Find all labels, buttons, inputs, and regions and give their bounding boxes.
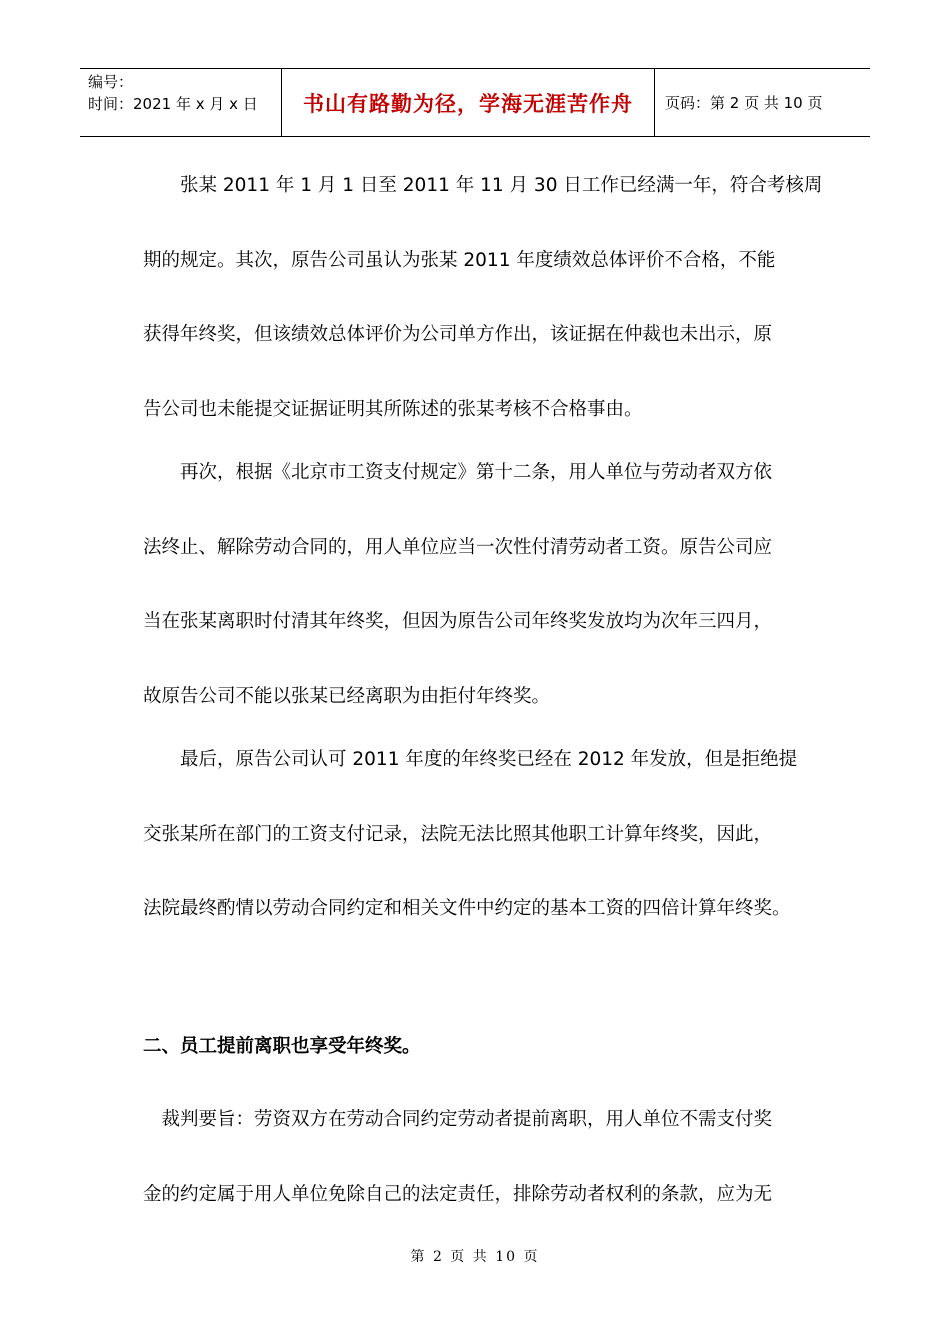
section-heading: 二、员工提前离职也享受年终奖。 bbox=[143, 1036, 421, 1057]
paragraph-line: 再次，根据《北京市工资支付规定》第十二条，用人单位与劳动者双方依 bbox=[143, 462, 773, 483]
paragraph-line: 裁判要旨：劳资双方在劳动合同约定劳动者提前离职，用人单位不需支付奖 bbox=[143, 1109, 773, 1130]
header-left-cell bbox=[80, 69, 282, 136]
motto: 书山有路勤为径，学海无涯苦作舟 bbox=[303, 90, 633, 116]
page-info: 页码：第 2 页 共 10 页 bbox=[665, 94, 823, 112]
paragraph-line: 期的规定。其次，原告公司虽认为张某 2011 年度绩效总体评价不合格，不能 bbox=[143, 250, 776, 271]
paragraph-line: 交张某所在部门的工资支付记录，法院无法比照其他职工计算年终奖，因此， bbox=[143, 824, 773, 845]
header-middle-cell bbox=[282, 69, 655, 136]
header-table bbox=[80, 68, 870, 137]
paragraph-line: 最后，原告公司认可 2011 年度的年终奖已经在 2012 年发放，但是拒绝提 bbox=[143, 749, 798, 770]
paragraph-line: 故原告公司不能以张某已经离职为由拒付年终奖。 bbox=[143, 686, 551, 707]
paragraph-line: 告公司也未能提交证据证明其所陈述的张某考核不合格事由。 bbox=[143, 399, 643, 420]
paragraph-line: 法终止、解除劳动合同的，用人单位应当一次性付清劳动者工资。原告公司应 bbox=[143, 537, 773, 558]
time-label: 时间：2021 年 x 月 x 日 bbox=[88, 95, 258, 113]
page-footer: 第 2 页 共 10 页 bbox=[410, 1249, 540, 1265]
paragraph-line: 法院最终酌情以劳动合同约定和相关文件中约定的基本工资的四倍计算年终奖。 bbox=[143, 898, 791, 919]
paragraph-line: 获得年终奖，但该绩效总体评价为公司单方作出，该证据在仲裁也未出示，原 bbox=[143, 324, 773, 345]
header-right-cell bbox=[655, 69, 870, 136]
paragraph-line: 当在张某离职时付清其年终奖，但因为原告公司年终奖发放均为次年三四月， bbox=[143, 611, 773, 632]
paragraph-line: 张某 2011 年 1 月 1 日至 2011 年 11 月 30 日工作已经满一年，符合考核周 bbox=[143, 175, 823, 196]
paragraph-line: 金的约定属于用人单位免除自己的法定责任，排除劳动者权利的条款，应为无 bbox=[143, 1184, 773, 1205]
number-label: 编号： bbox=[88, 73, 134, 91]
